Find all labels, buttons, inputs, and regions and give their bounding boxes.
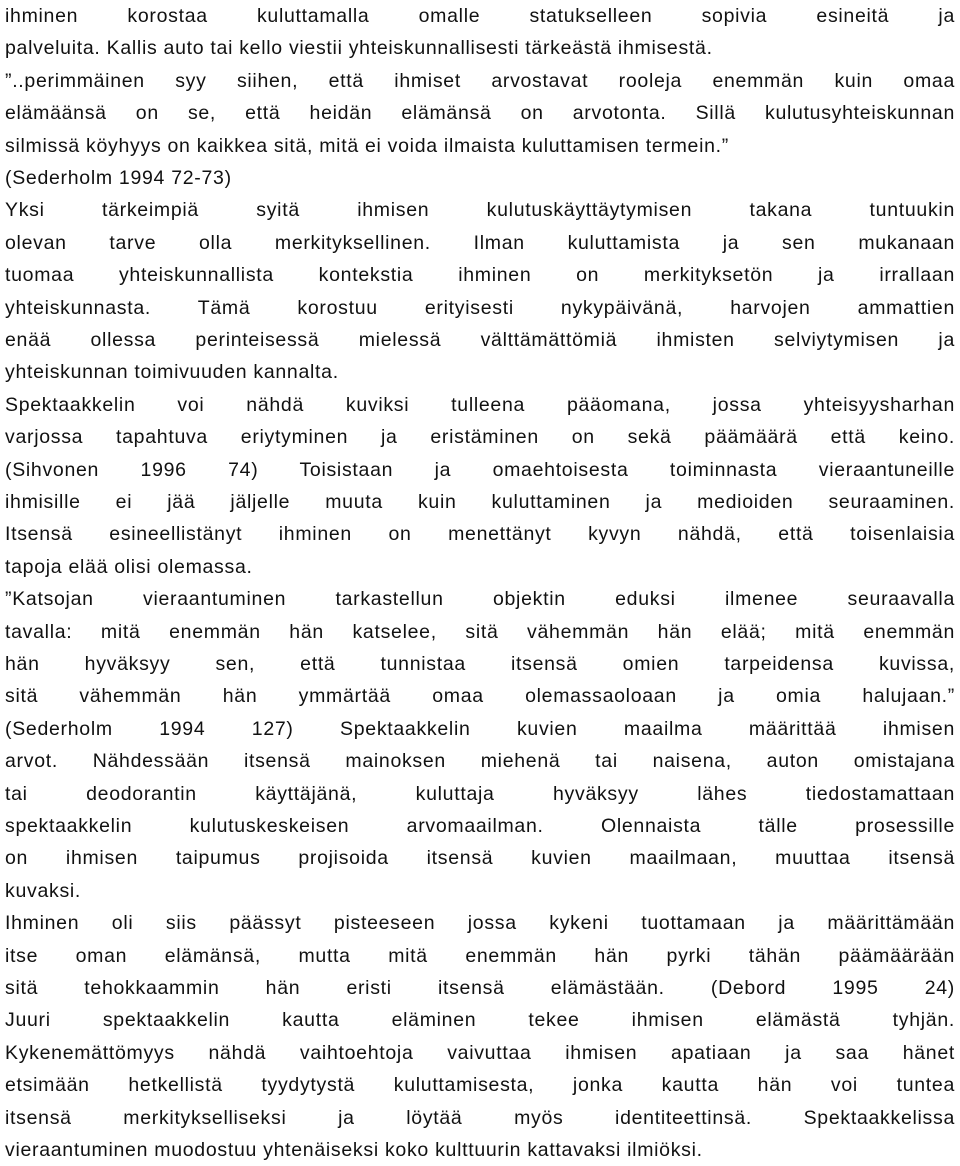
text-line: on ihmisen taipumus projisoida itsensä kuvien maailmaan, muuttaa itsensä	[5, 847, 955, 870]
text-line: sitä vähemmän hän ymmärtää omaa olemassaoloaan ja omia halujaan.”	[5, 685, 955, 708]
text-line: yhteiskunnasta. Tämä korostuu erityisesti nykypäivänä, harvojen ammattien	[5, 296, 955, 319]
text-line: Kykenemättömyys nähdä vaihtoehtoja vaivuttaa ihmisen apatiaan ja saa hänet	[5, 1041, 955, 1064]
text-line: etsimään hetkellistä tyydytystä kuluttamisesta, jonka kautta hän voi tuntea	[5, 1074, 955, 1097]
text-line: kuvaksi.	[5, 879, 82, 902]
text-line: ihminen korostaa kuluttamalla omalle statukselleen sopivia esineitä ja	[5, 5, 955, 27]
text-line: varjossa tapahtuva eriytyminen ja eristäminen on sekä päämäärä että keino.	[5, 426, 955, 449]
text-line: ”Katsojan vieraantuminen tarkastellun objektin eduksi ilmenee seuraavalla	[5, 588, 955, 611]
text-line: olevan tarve olla merkityksellinen. Ilman kuluttamista ja sen mukanaan	[5, 231, 955, 254]
text-line: (Sihvonen 1996 74) Toisistaan ja omaehtoisesta toiminnasta vieraantuneille	[5, 458, 955, 481]
text-line: tai deodorantin käyttäjänä, kuluttaja hyväksyy lähes tiedostamattaan	[5, 782, 955, 805]
text-line: sitä tehokkaammin hän eristi itsensä elämästään. (Debord 1995 24)	[5, 977, 955, 999]
text-line: itsensä merkitykselliseksi ja löytää myös identiteettinsä. Spektaakkelissa	[5, 1106, 955, 1129]
text-line: yhteiskunnan toimivuuden kannalta.	[5, 361, 339, 384]
text-line: palveluita. Kallis auto tai kello viestii yhteiskunnallisesti tärkeästä ihmisestä.	[5, 37, 713, 60]
text-line: arvot. Nähdessään itsensä mainoksen miehenä tai naisena, auton omistajana	[5, 750, 955, 773]
text-line: ihmisille ei jää jäljelle muuta kuin kuluttaminen ja medioiden seuraaminen.	[5, 491, 955, 513]
text-line: tavalla: mitä enemmän hän katselee, sitä vähemmän hän elää; mitä enemmän	[5, 620, 955, 643]
text-line: Spektaakkelin voi nähdä kuviksi tulleena pääomana, jossa yhteisyysharhan	[5, 393, 955, 416]
text-line: enää ollessa perinteisessä mielessä välttämättömiä ihmisten selviytymisen ja	[5, 329, 955, 351]
text-line: Ihminen oli siis päässyt pisteeseen jossa kykeni tuottamaan ja määrittämään	[5, 912, 955, 935]
text-line: (Sederholm 1994 72-73)	[5, 167, 232, 189]
text-line: ”..perimmäinen syy siihen, että ihmiset arvostavat rooleja enemmän kuin omaa	[5, 69, 955, 92]
text-line: tapoja elää olisi olemassa.	[5, 555, 253, 578]
text-line: tuomaa yhteiskunnallista kontekstia ihminen on merkityksetön ja irrallaan	[5, 264, 955, 287]
text-line: hän hyväksyy sen, että tunnistaa itsensä omien tarpeidensa kuvissa,	[5, 653, 955, 675]
text-line: silmissä köyhyys on kaikkea sitä, mitä ei voida ilmaista kuluttamisen termein.”	[5, 134, 729, 157]
text-line: Juuri spektaakkelin kautta eläminen tekee ihmisen elämästä tyhjän.	[5, 1009, 955, 1032]
text-line: elämäänsä on se, että heidän elämänsä on arvotonta. Sillä kulutusyhteiskunnan	[5, 102, 955, 125]
text-line: itse oman elämänsä, mutta mitä enemmän hän pyrki tähän päämäärään	[5, 944, 955, 967]
text-line: Yksi tärkeimpiä syitä ihmisen kulutuskäyttäytymisen takana tuntuukin	[5, 199, 955, 222]
text-line: vieraantuminen muodostuu yhtenäiseksi koko kulttuurin kattavaksi ilmiöksi.	[5, 1139, 703, 1161]
text-line: (Sederholm 1994 127) Spektaakkelin kuvien maailma määrittää ihmisen	[5, 717, 955, 740]
text-line: Itsensä esineellistänyt ihminen on menettänyt kyvyn nähdä, että toisenlaisia	[5, 523, 955, 546]
text-line: spektaakkelin kulutuskeskeisen arvomaailman. Olennaista tälle prosessille	[5, 815, 955, 837]
